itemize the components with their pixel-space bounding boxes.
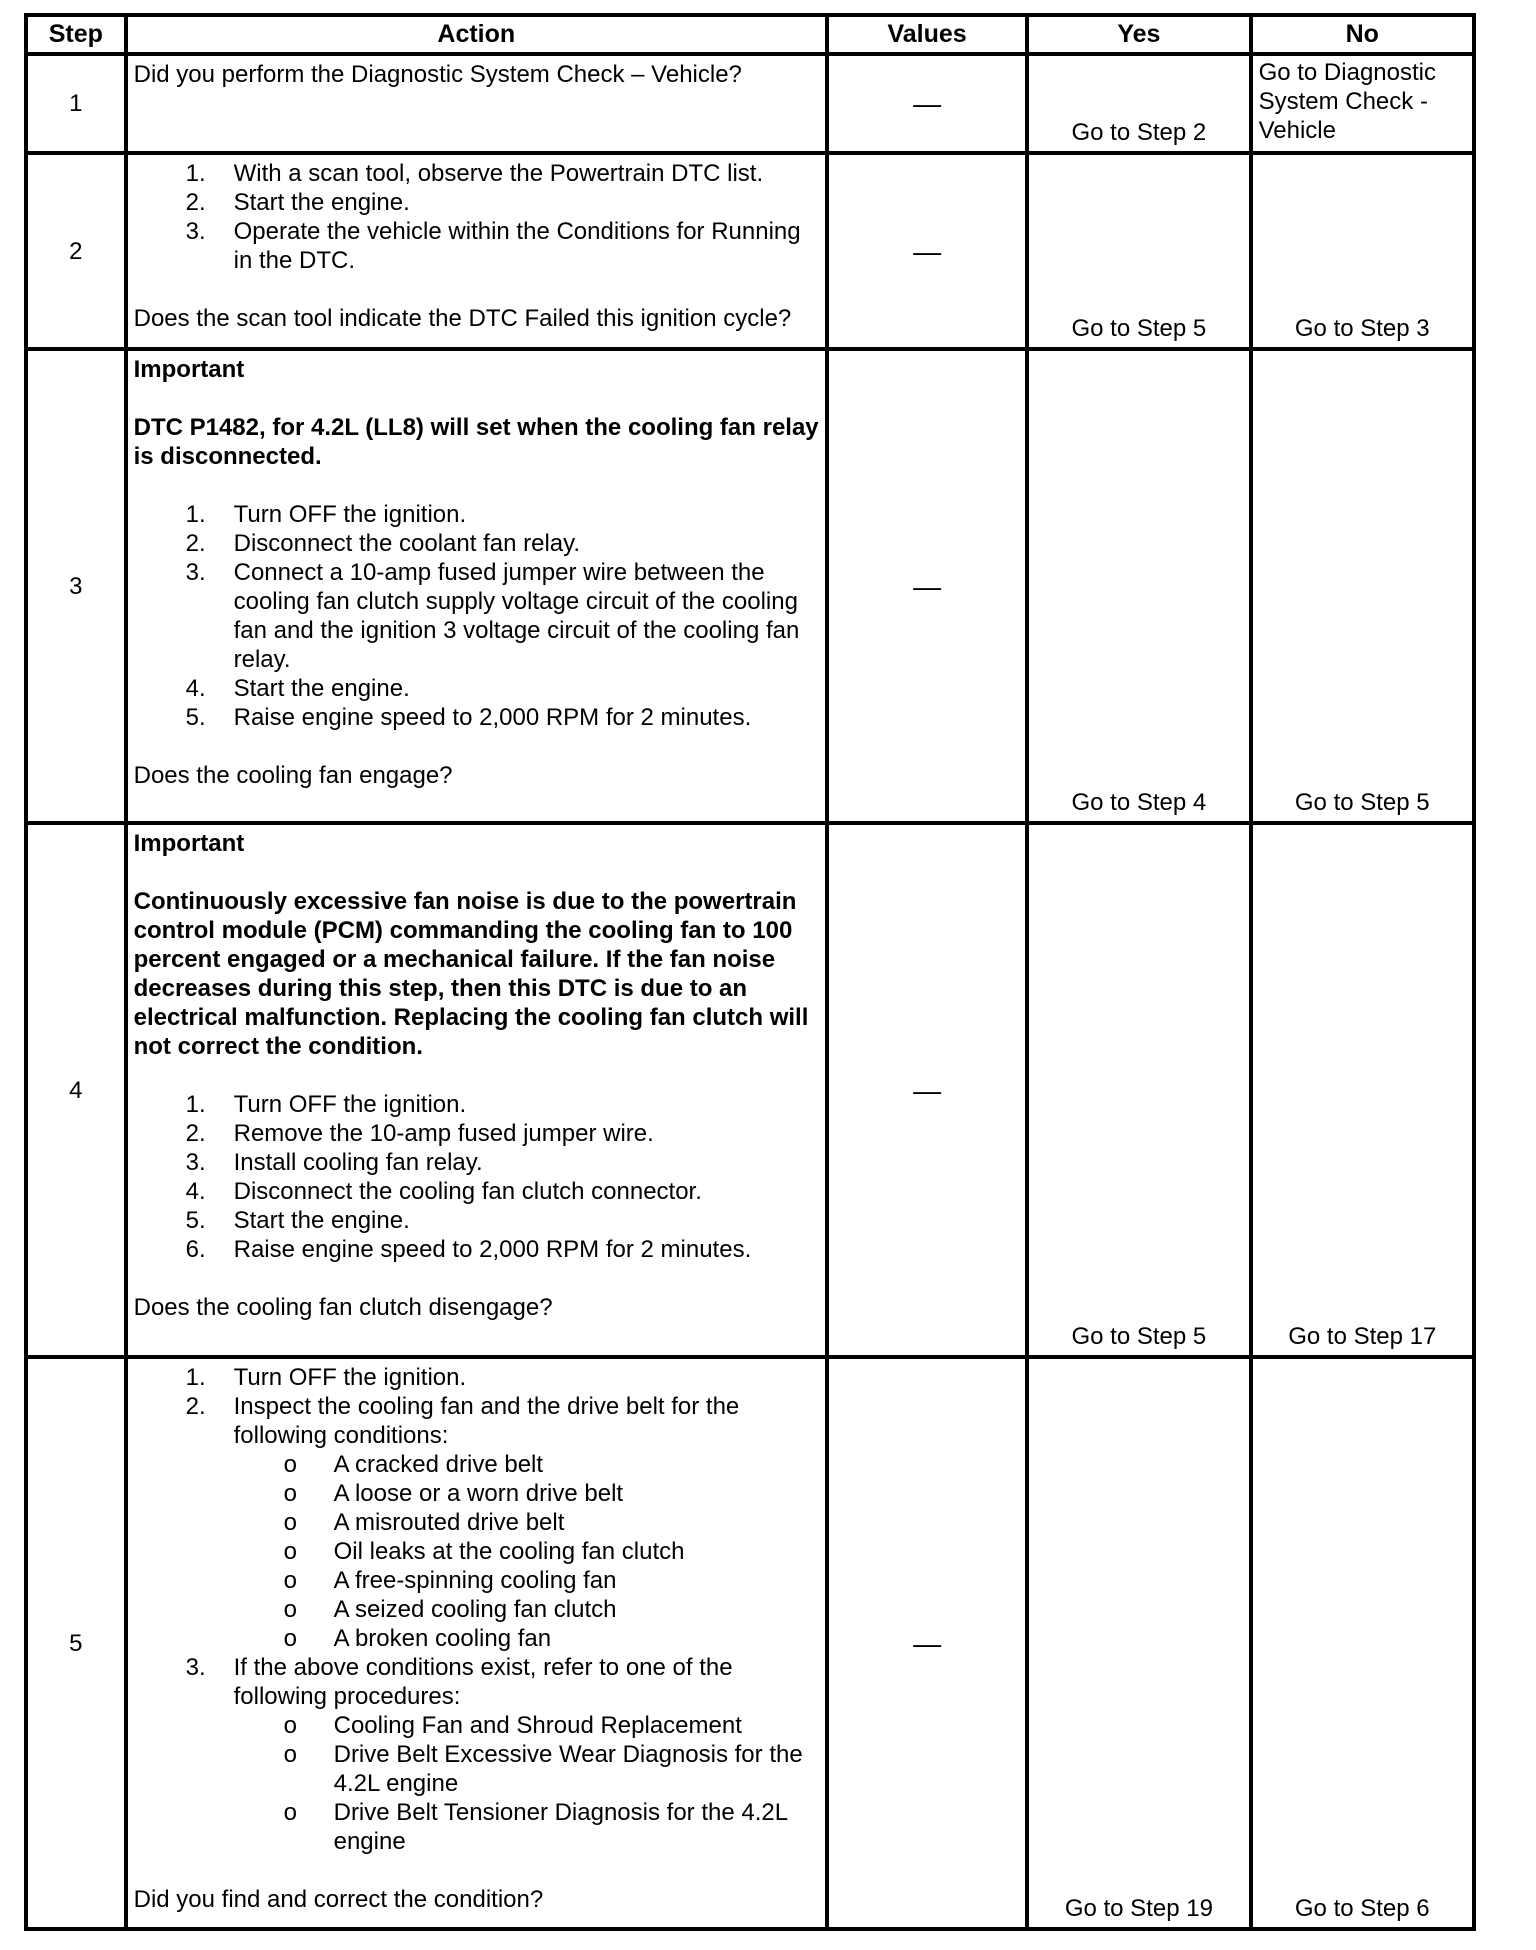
values-cell: — [827,349,1027,823]
yes-cell: Go to Step 5 [1027,153,1250,349]
table-row [26,823,1474,1357]
yes-cell: Go to Step 19 [1027,1357,1250,1929]
sub-list-item: o A seized cooling fan clutch [283,1596,617,1623]
list-item: 2. Inspect the cooling fan and the drive belt for the following conditions: o A cracked drive belt o A loose or a worn drive belt o A misrouted drive belt o Oil leaks at the cooling fan clutch o A free-spinning cooling fan o A seized cooling fan clutch o A broken cooling fan [134,1392,819,1653]
values-cell: — [827,54,1027,153]
step-question: Did you find and correct the condition? [133,1886,544,1913]
sub-list-item: o A misrouted drive belt [283,1509,565,1536]
procedure-list [134,500,819,732]
list-item: 4. Start the engine. [185,675,410,702]
yes-cell: Go to Step 4 [1027,349,1250,823]
list-item: 1. Turn OFF the ignition. [185,1364,467,1391]
sub-list-item: o A cracked drive belt [283,1451,544,1478]
important-heading: Important [133,830,245,857]
header-row [26,15,1474,54]
list-item: 1. Turn OFF the ignition. [185,501,467,528]
sub-list-item: o A free-spinning cooling fan [283,1567,617,1594]
step-question: Did you perform the Diagnostic System Check – Vehicle? [133,61,742,88]
sub-list-item: o A loose or a worn drive belt [283,1480,624,1507]
step-question: Does the cooling fan clutch disengage? [133,1294,553,1321]
list-item: 4. Disconnect the cooling fan clutch connector. [185,1178,702,1205]
sub-list-item: o Oil leaks at the cooling fan clutch [283,1538,685,1565]
header-step: Step [26,15,126,54]
yes-cell: Go to Step 2 [1027,54,1250,153]
action-cell [126,349,827,823]
header-yes: Yes [1027,15,1250,54]
step-number: 3 [26,349,126,823]
table-row [26,54,1474,153]
important-note: Continuously excessive fan noise is due to the powertrain control module (PCM) commanding the cooling fan to 100 percent engaged or a mechanical failure. If the fan noise decreases during this step, then this DTC is due to an electrical malfunction. Replacing the cooling fan clutch will not correct the condition. [133,888,809,1060]
step-question: Does the cooling fan engage? [133,762,453,789]
diagnostic-table [24,13,1476,1931]
table-row [26,1357,1474,1929]
step-number: 1 [26,54,126,153]
values-cell: — [827,153,1027,349]
list-item: 5. Start the engine. [185,1207,410,1234]
table-row [26,153,1474,349]
action-cell [126,153,827,349]
sub-list-item: o Drive Belt Tensioner Diagnosis for the 4.2L engine [283,1799,788,1855]
list-item: 3. Operate the vehicle within the Conditions for Running in the DTC. [185,218,801,274]
list-item: 2. Start the engine. [185,189,410,216]
no-cell: Go to Step 17 [1251,823,1474,1357]
list-item: 6. Raise engine speed to 2,000 RPM for 2 minutes. [185,1236,752,1263]
procedure-link-list [234,1711,819,1856]
step-number: 4 [26,823,126,1357]
list-item: 3. If the above conditions exist, refer to one of the following procedures: o Cooling Fan and Shroud Replacement o Drive Belt Excessive Wear Diagnosis for the 4.2L engine o Drive Belt Tensioner Diagnosis for the 4.2L engine [134,1653,819,1856]
values-cell: — [827,823,1027,1357]
action-cell [126,823,827,1357]
step-question: Does the scan tool indicate the DTC Failed this ignition cycle? [133,305,792,332]
procedure-list [134,159,819,275]
no-cell: Go to Step 6 [1251,1357,1474,1929]
values-cell: — [827,1357,1027,1929]
list-item: 2. Remove the 10-amp fused jumper wire. [185,1120,654,1147]
table-row [26,349,1474,823]
list-item: 3. Install cooling fan relay. [185,1149,483,1176]
header-action: Action [126,15,827,54]
no-cell: Go to Step 5 [1251,349,1474,823]
yes-cell: Go to Step 5 [1027,823,1250,1357]
procedure-list [134,1090,819,1264]
step-number: 2 [26,153,126,349]
list-item: 1. With a scan tool, observe the Powertrain DTC list. [185,160,764,187]
no-cell: Go to Diagnostic System Check - Vehicle [1251,54,1474,153]
list-item: 5. Raise engine speed to 2,000 RPM for 2 minutes. [185,704,752,731]
list-item: 1. Turn OFF the ignition. [185,1091,467,1118]
header-no: No [1251,15,1474,54]
important-note: DTC P1482, for 4.2L (LL8) will set when the cooling fan relay is disconnected. [133,414,819,470]
important-heading: Important [133,356,245,383]
sub-list-item: o Cooling Fan and Shroud Replacement [283,1712,742,1739]
action-cell [126,1357,827,1929]
list-item: 3. Connect a 10-amp fused jumper wire between the cooling fan clutch supply voltage circuit of the cooling fan and the ignition 3 voltage circuit of the cooling fan relay. [185,559,800,673]
action-cell [126,54,827,153]
header-values: Values [827,15,1027,54]
sub-list-item: o A broken cooling fan [283,1625,552,1652]
list-item: 2. Disconnect the coolant fan relay. [185,530,581,557]
sub-list-item: o Drive Belt Excessive Wear Diagnosis for the 4.2L engine [283,1741,803,1797]
procedure-list [134,1363,819,1856]
step-number: 5 [26,1357,126,1929]
condition-list [234,1450,819,1653]
no-cell: Go to Step 3 [1251,153,1474,349]
